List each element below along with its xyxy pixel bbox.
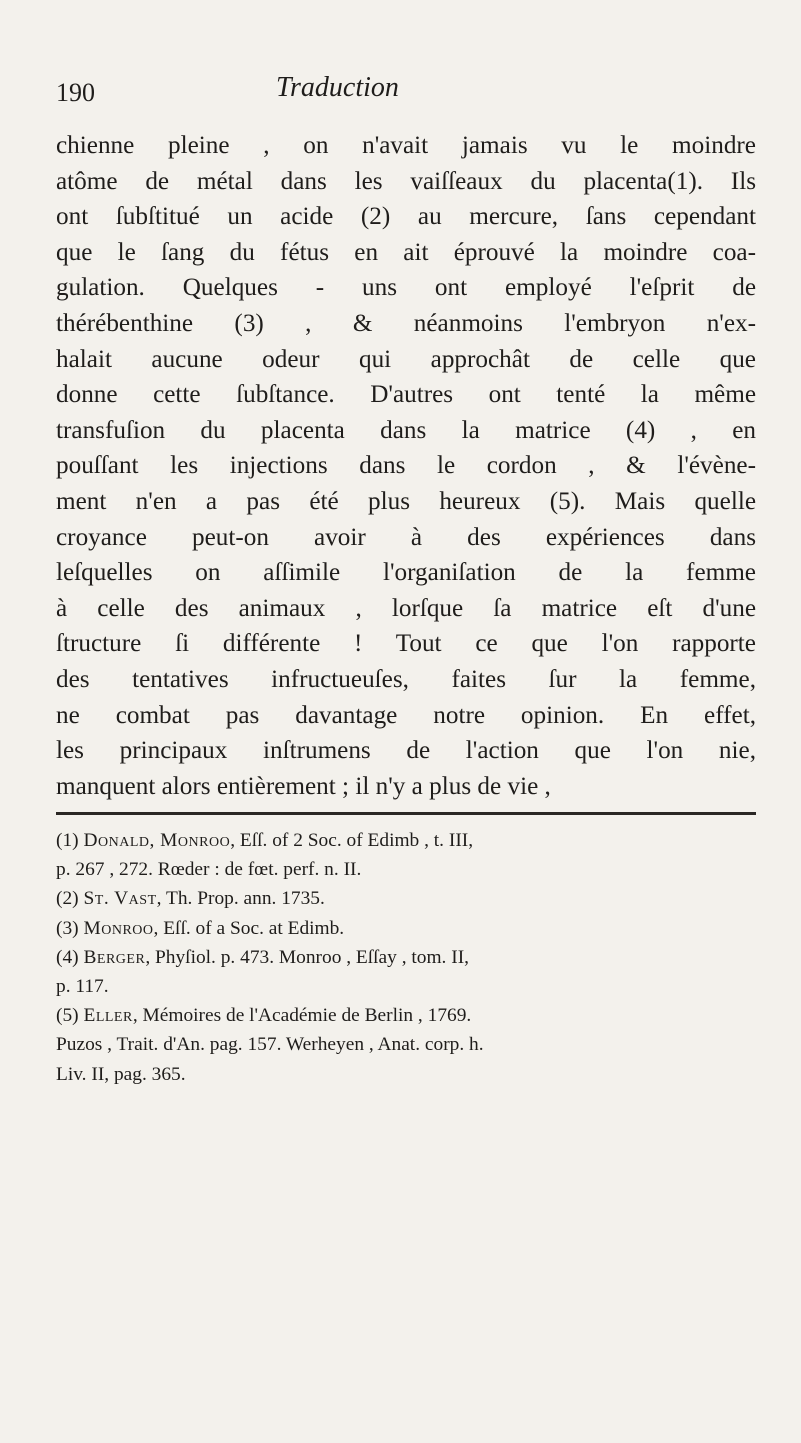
footnote-line — [56, 884, 756, 913]
footnote-author: Eller — [83, 1005, 133, 1027]
footnote-line — [56, 943, 756, 972]
footnote-text: , Phyſiol. p. 473. Monroo , Eſſay , tom. II, — [145, 946, 470, 968]
text-line: les principaux inſtrumens de l'action que l'on nie, — [56, 737, 756, 765]
footnote-text: , Eſſ. of 2 Soc. of Edimb , t. III, — [230, 830, 474, 851]
text-line: manquent alors entièrement ; il n'y a plus de vie , — [56, 772, 551, 800]
text-line: transfuſion du placenta dans la matrice (4) , en — [56, 416, 756, 444]
text-line: donne cette ſubſtance. D'autres ont tenté la même — [56, 381, 756, 409]
text-line: gulation. Quelques - uns ont employé l'eſprit de — [56, 274, 756, 302]
footnote-author: Berger — [83, 946, 146, 968]
footnote-text: p. 267 , 272. Rœder : de fœt. perf. n. II. — [56, 859, 362, 881]
text-line: ment n'en a pas été plus heureux (5). Mais quelle — [56, 487, 756, 515]
footnote-text: p. 117. — [56, 976, 109, 998]
text-line: ne combat pas davantage notre opinion. En effet, — [56, 701, 756, 729]
page-number: 190 — [56, 78, 95, 107]
footnote-line — [56, 972, 756, 1001]
text-line: thérébenthine (3) , & néanmoins l'embryon n'ex- — [56, 309, 756, 337]
text-line: que le ſang du fétus en ait éprouvé la moindre coa- — [56, 238, 756, 266]
footnote-mark: (5) — [56, 1005, 79, 1027]
running-title: Traduction — [276, 72, 399, 103]
text-line: atôme de métal dans les vaiſſeaux du placenta(1). Ils — [56, 167, 756, 195]
footnote-line — [56, 855, 756, 884]
text-line: ont ſubſtitué un acide (2) au mercure, ſans cependant — [56, 203, 756, 231]
text-line: pouſſant les injections dans le cordon , & l'évène- — [56, 452, 756, 480]
footnote-author: St. Vast — [83, 888, 157, 910]
running-head — [56, 72, 746, 112]
footnote-line — [56, 914, 756, 943]
text-line: leſquelles on aſſimile l'organiſation de la femme — [56, 559, 756, 587]
footnote-text: , Th. Prop. ann. 1735. — [156, 888, 325, 910]
body-text — [56, 128, 756, 804]
text-line: chienne pleine , on n'avait jamais vu le moindre — [56, 132, 756, 159]
footnote-text: , Eſſ. of a Soc. at Edimb. — [153, 917, 345, 939]
footnote-text: Puzos , Trait. d'An. pag. 157. Werheyen , Anat. corp. h. — [56, 1034, 484, 1056]
footnote-mark: (2) — [56, 888, 79, 910]
footnote-text: Liv. II, pag. 365. — [56, 1063, 186, 1085]
footnote-line — [56, 1060, 756, 1089]
footnote-mark: (1) — [56, 830, 79, 851]
text-line: à celle des animaux , lorſque ſa matrice eſt d'une — [56, 594, 756, 622]
text-line: ſtructure ſi différente ! Tout ce que l'on rapporte — [56, 630, 756, 658]
footnote-text: , Mémoires de l'Académie de Berlin , 1769. — [132, 1005, 472, 1027]
footnote-separator-rule — [56, 812, 756, 815]
footnote-line — [56, 1001, 756, 1030]
text-line: croyance peut-on avoir à des expériences dans — [56, 523, 756, 551]
footnote-author: Monroo — [83, 917, 154, 939]
text-line: des tentatives infructueuſes, faites ſur la femme, — [56, 665, 756, 693]
footnote-mark: (4) — [56, 946, 79, 968]
footnote-line — [56, 826, 756, 855]
footnote-line — [56, 1030, 756, 1059]
footnote-mark: (3) — [56, 917, 79, 939]
footnote-author: Donald, Monroo — [83, 830, 231, 851]
footnotes — [56, 826, 756, 1089]
text-line: halait aucune odeur qui approchât de celle que — [56, 345, 756, 373]
